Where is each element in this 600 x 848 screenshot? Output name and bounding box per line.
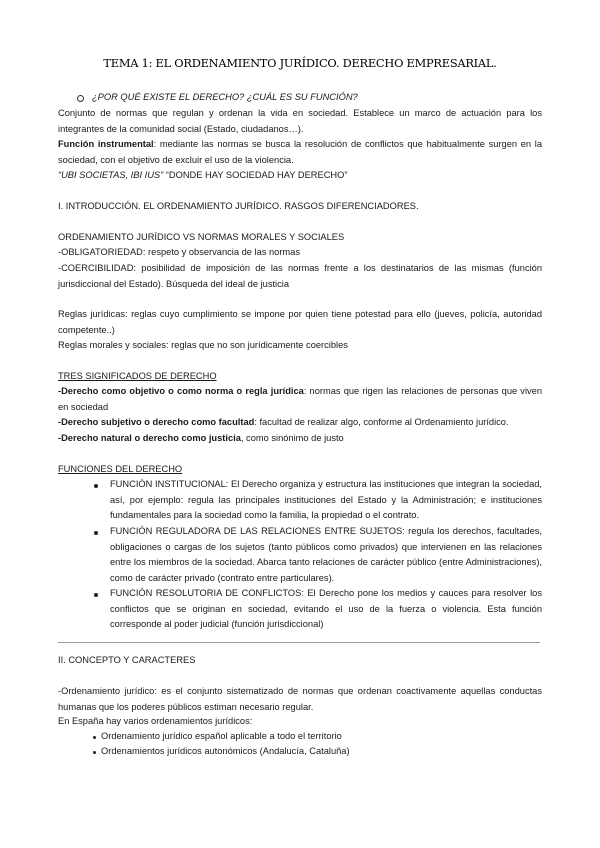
question-heading: ¿POR QUÉ EXISTE EL DERECHO? ¿CUÁL ES SU FUNCIÓN? [92, 92, 358, 102]
funciones-heading: FUNCIONES DEL DERECHO [58, 464, 183, 474]
reglas-morales-line: Reglas morales y sociales: reglas que no son jurídicamente coercibles [58, 340, 348, 350]
bullet-icon [93, 736, 96, 739]
circle-bullet-icon [77, 95, 84, 102]
bullet-icon [93, 751, 96, 754]
bullet-icon [94, 531, 98, 535]
significado-subjetivo: -Derecho subjetivo o derecho como facultad: facultad de realizar algo, conforme al Ordenamiento jurídico. [58, 417, 509, 427]
intro-maxim: “UBI SOCIETAS, IBI IUS” “DONDE HAY SOCIEDAD HAY DERECHO” [58, 170, 348, 180]
reglas-juridicas-line: Reglas jurídicas: reglas cuyo cumplimiento se impone por quien tiene potestad para ello (jueves, policía, autoridad competente..) [58, 309, 542, 335]
section-2-heading: II. CONCEPTO Y CARACTERES [58, 655, 196, 665]
section-divider [58, 642, 540, 643]
funcion-resolutoria: FUNCIÓN RESOLUTORIA DE CONFLICTOS: El Derecho pone los medios y cauces para resolver los conflictos que se originan en sociedad, evitando el uso de la fuerza o violencia. Esta función corresponde al poder judicial (función jurisdiccional) [110, 588, 542, 629]
funcion-reguladora: FUNCIÓN REGULADORA DE LAS RELACIONES ENTRE SUJETOS: regula los derechos, facultades, obligaciones o cargas de los sujetos (tanto públicos como privados) que intervienen en las relaciones entre los miembros de la sociedad. Abarca tanto relaciones de carácter público (entre Administraciones), como de carácter privado (contrato entre particulares). [110, 526, 542, 583]
significado-natural: -Derecho natural o derecho como justicia, como sinónimo de justo [58, 433, 344, 443]
obligatoriedad-line: -OBLIGATORIEDAD: respeto y observancia de las normas [58, 247, 300, 257]
ordenamiento-espanol: Ordenamiento jurídico español aplicable a todo el territorio [101, 731, 342, 741]
ordenamientos-autonomicos: Ordenamientos jurídicos autonómicos (Andalucía, Cataluña) [101, 746, 350, 756]
ordenamientos-intro: En España hay varios ordenamientos jurídicos: [58, 716, 253, 726]
coercibilidad-line: -COERCIBILIDAD: posibilidad de imposición de las normas frente a los destinatarios de las mismas (función jurisdiccional del Estado). Búsqueda del ideal de justicia [58, 263, 542, 289]
funcion-institucional: FUNCIÓN INSTITUCIONAL: El Derecho organiza y estructura las instituciones que integran la sociedad, así, por ejemplo: regula las principales instituciones del Estado y la Administración; e instituciones fundamentales para la sociedad como la familia, la propiedad o el contrato. [110, 479, 542, 520]
ordenamiento-definition: -Ordenamiento jurídico: es el conjunto sistematizado de normas que ordenan coactivamente aquellas conductas humanas que los poderes públicos estiman necesario regular. [58, 686, 542, 712]
intro-paragraph: Conjunto de normas que regulan y ordenan la vida en sociedad. Establece un marco de actuación para los integrantes de la comunidad social (Estado, ciudadanos…). [58, 108, 542, 134]
section-1-subheading: ORDENAMIENTO JURÍDICO VS NORMAS MORALES Y SOCIALES [58, 232, 345, 242]
bullet-icon [94, 593, 98, 597]
significado-objetivo: -Derecho como objetivo o como norma o regla jurídica: normas que rigen las relaciones de personas que viven en sociedad [58, 386, 543, 412]
page-title: TEMA 1: EL ORDENAMIENTO JURÍDICO. DERECHO EMPRESARIAL. [103, 56, 497, 70]
intro-function-paragraph: Función instrumental: mediante las normas se busca la resolución de conflictos que habitualmente surgen en la sociedad, con el objetivo de excluir el uso de la violencia. [58, 139, 542, 165]
significados-heading: TRES SIGNIFICADOS DE DERECHO [58, 371, 217, 381]
bullet-icon [94, 484, 98, 488]
section-1-heading: I. INTRODUCCIÓN. EL ORDENAMIENTO JURÍDICO. RASGOS DIFERENCIADORES. [58, 201, 419, 211]
